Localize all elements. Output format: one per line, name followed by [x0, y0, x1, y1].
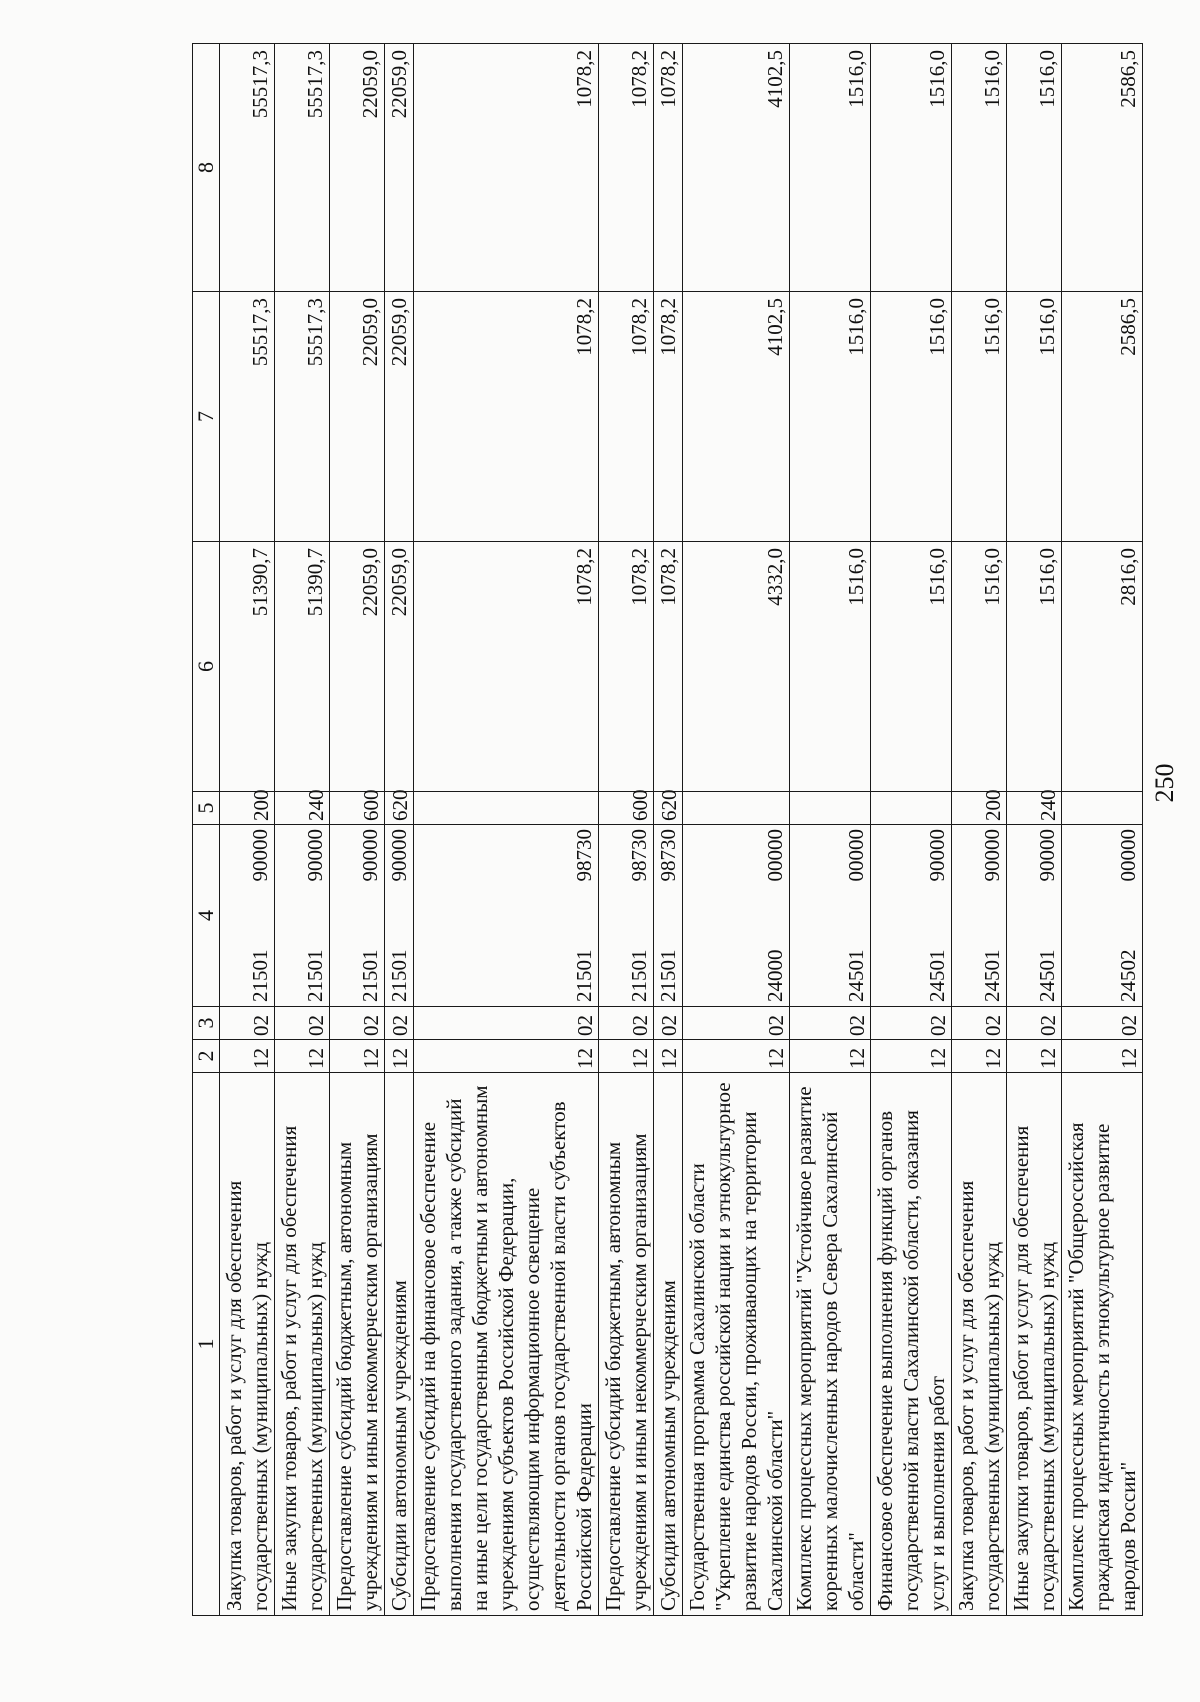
column-header: 8 — [193, 44, 220, 292]
target-article-code — [952, 825, 1007, 1007]
budget-table — [192, 43, 1143, 1616]
amount-col-8: 55517,3 — [275, 44, 330, 292]
column-header: 4 — [193, 825, 220, 1007]
amount-col-6: 51390,7 — [275, 542, 330, 792]
column-header: 1 — [193, 1073, 220, 1616]
amount-col-7: 1516,0 — [790, 292, 871, 542]
section-code: 12 — [654, 1040, 683, 1073]
table-header-row — [193, 44, 220, 1616]
amount-col-6: 1516,0 — [1007, 542, 1062, 792]
target-article-code — [871, 825, 952, 1007]
subsection-code: 02 — [220, 1007, 275, 1040]
amount-col-6: 51390,7 — [220, 542, 275, 792]
table-row — [1007, 44, 1062, 1616]
target-article-code — [1062, 825, 1143, 1007]
program-code: 21501 — [572, 949, 596, 1002]
section-code: 12 — [220, 1040, 275, 1073]
program-code: 24501 — [980, 949, 1004, 1002]
direction-code: 98730 — [656, 829, 680, 882]
column-header: 3 — [193, 1007, 220, 1040]
table-row — [1062, 44, 1143, 1616]
page-number: 250 — [1150, 763, 1179, 803]
direction-code: 98730 — [627, 829, 651, 882]
amount-col-8: 22059,0 — [330, 44, 385, 292]
amount-col-7: 1078,2 — [414, 292, 599, 542]
expense-type-code — [1062, 792, 1143, 825]
subsection-code: 02 — [1062, 1007, 1143, 1040]
amount-col-6: 2816,0 — [1062, 542, 1143, 792]
expense-type-code — [683, 792, 790, 825]
expense-type-code: 200 — [220, 792, 275, 825]
program-code: 24502 — [1116, 949, 1140, 1002]
direction-code: 98730 — [572, 829, 596, 882]
row-description: Комплекс процессных мероприятий "Устойчивое развитие коренных малочисленных народов Севера Сахалинской области" — [790, 1073, 871, 1616]
amount-col-6: 1516,0 — [790, 542, 871, 792]
section-code: 12 — [952, 1040, 1007, 1073]
amount-col-7: 22059,0 — [330, 292, 385, 542]
direction-code: 90000 — [358, 829, 382, 882]
expense-type-code — [790, 792, 871, 825]
expense-type-code: 620 — [385, 792, 414, 825]
direction-code: 90000 — [925, 829, 949, 882]
expense-type-code: 620 — [654, 792, 683, 825]
program-code: 21501 — [248, 949, 272, 1002]
amount-col-6: 1078,2 — [414, 542, 599, 792]
direction-code: 90000 — [1035, 829, 1059, 882]
table-row — [330, 44, 385, 1616]
column-header: 7 — [193, 292, 220, 542]
subsection-code: 02 — [275, 1007, 330, 1040]
section-code: 12 — [385, 1040, 414, 1073]
section-code: 12 — [1062, 1040, 1143, 1073]
amount-col-7: 22059,0 — [385, 292, 414, 542]
subsection-code: 02 — [414, 1007, 599, 1040]
amount-col-6: 22059,0 — [385, 542, 414, 792]
subsection-code: 02 — [330, 1007, 385, 1040]
target-article-code — [1007, 825, 1062, 1007]
target-article-code — [275, 825, 330, 1007]
row-description: Предоставление субсидий бюджетным, автономным учреждениям и иным некоммерческим организациям — [599, 1073, 654, 1616]
direction-code: 90000 — [387, 829, 411, 882]
program-code: 21501 — [358, 949, 382, 1002]
target-article-code — [790, 825, 871, 1007]
row-description: Предоставление субсидий на финансовое обеспечение выполнения государственного задания, а также субсидий на иные цели государственным бюджетным и автономным учреждениям субъектов Российской Федерации, осуществляющим информационное освещение деятельности органов государственной власти субъектов Российской Федерации — [414, 1073, 599, 1616]
table-row — [654, 44, 683, 1616]
amount-col-7: 2586,5 — [1062, 292, 1143, 542]
column-header: 2 — [193, 1040, 220, 1073]
section-code: 12 — [790, 1040, 871, 1073]
amount-col-7: 1078,2 — [599, 292, 654, 542]
program-code: 21501 — [627, 949, 651, 1002]
rotated-sheet — [55, 0, 1200, 1652]
expense-type-code: 200 — [952, 792, 1007, 825]
row-description: Субсидии автономным учреждениям — [385, 1073, 414, 1616]
row-description: Субсидии автономным учреждениям — [654, 1073, 683, 1616]
amount-col-8: 55517,3 — [220, 44, 275, 292]
expense-type-code — [871, 792, 952, 825]
row-description: Государственная программа Сахалинской области "Укрепление единства российской нации и этнокультурное развитие народов России, проживающих на территории Сахалинской области" — [683, 1073, 790, 1616]
program-code: 24501 — [925, 949, 949, 1002]
row-description: Закупка товаров, работ и услуг для обеспечения государственных (муниципальных) нужд — [952, 1073, 1007, 1616]
subsection-code: 02 — [385, 1007, 414, 1040]
amount-col-7: 1516,0 — [1007, 292, 1062, 542]
program-code: 21501 — [656, 949, 680, 1002]
amount-col-8: 1078,2 — [654, 44, 683, 292]
amount-col-7: 1516,0 — [952, 292, 1007, 542]
table-row — [275, 44, 330, 1616]
section-code: 12 — [683, 1040, 790, 1073]
program-code: 24000 — [763, 949, 787, 1002]
amount-col-8: 1516,0 — [1007, 44, 1062, 292]
subsection-code: 02 — [952, 1007, 1007, 1040]
section-code: 12 — [871, 1040, 952, 1073]
subsection-code: 02 — [1007, 1007, 1062, 1040]
expense-type-code: 240 — [1007, 792, 1062, 825]
direction-code: 90000 — [303, 829, 327, 882]
amount-col-6: 1078,2 — [599, 542, 654, 792]
row-description: Закупка товаров, работ и услуг для обеспечения государственных (муниципальных) нужд — [220, 1073, 275, 1616]
target-article-code — [330, 825, 385, 1007]
column-header: 6 — [193, 542, 220, 792]
target-article-code — [220, 825, 275, 1007]
amount-col-8: 4102,5 — [683, 44, 790, 292]
amount-col-7: 55517,3 — [275, 292, 330, 542]
amount-col-8: 1078,2 — [599, 44, 654, 292]
expense-type-code: 600 — [599, 792, 654, 825]
table-row — [599, 44, 654, 1616]
target-article-code — [654, 825, 683, 1007]
table-row — [220, 44, 275, 1616]
program-code: 21501 — [387, 949, 411, 1002]
table-row — [385, 44, 414, 1616]
target-article-code — [385, 825, 414, 1007]
amount-col-8: 1078,2 — [414, 44, 599, 292]
section-code: 12 — [414, 1040, 599, 1073]
subsection-code: 02 — [790, 1007, 871, 1040]
row-description: Иные закупки товаров, работ и услуг для обеспечения государственных (муниципальных) нужд — [1007, 1073, 1062, 1616]
expense-type-code — [414, 792, 599, 825]
program-code: 21501 — [303, 949, 327, 1002]
table-row — [952, 44, 1007, 1616]
row-description: Иные закупки товаров, работ и услуг для обеспечения государственных (муниципальных) нужд — [275, 1073, 330, 1616]
amount-col-8: 1516,0 — [952, 44, 1007, 292]
subsection-code: 02 — [871, 1007, 952, 1040]
expense-type-code: 240 — [275, 792, 330, 825]
row-description: Предоставление субсидий бюджетным, автономным учреждениям и иным некоммерческим организациям — [330, 1073, 385, 1616]
amount-col-8: 1516,0 — [871, 44, 952, 292]
row-description: Комплекс процессных мероприятий "Общероссийская гражданская идентичность и этнокультурное развитие народов России" — [1062, 1073, 1143, 1616]
amount-col-6: 1516,0 — [871, 542, 952, 792]
program-code: 24501 — [844, 949, 868, 1002]
amount-col-8: 1516,0 — [790, 44, 871, 292]
subsection-code: 02 — [599, 1007, 654, 1040]
amount-col-6: 22059,0 — [330, 542, 385, 792]
direction-code: 00000 — [763, 829, 787, 882]
amount-col-6: 1078,2 — [654, 542, 683, 792]
subsection-code: 02 — [683, 1007, 790, 1040]
target-article-code — [414, 825, 599, 1007]
direction-code: 90000 — [248, 829, 272, 882]
amount-col-6: 1516,0 — [952, 542, 1007, 792]
table-row — [871, 44, 952, 1616]
row-description: Финансовое обеспечение выполнения функций органов государственной власти Сахалинской области, оказания услуг и выполнения работ — [871, 1073, 952, 1616]
direction-code: 00000 — [844, 829, 868, 882]
amount-col-8: 2586,5 — [1062, 44, 1143, 292]
amount-col-7: 55517,3 — [220, 292, 275, 542]
direction-code: 00000 — [1116, 829, 1140, 882]
target-article-code — [683, 825, 790, 1007]
amount-col-6: 4332,0 — [683, 542, 790, 792]
section-code: 12 — [599, 1040, 654, 1073]
target-article-code — [599, 825, 654, 1007]
amount-col-7: 1078,2 — [654, 292, 683, 542]
program-code: 24501 — [1035, 949, 1059, 1002]
expense-type-code: 600 — [330, 792, 385, 825]
section-code: 12 — [275, 1040, 330, 1073]
amount-col-8: 22059,0 — [385, 44, 414, 292]
table-row — [683, 44, 790, 1616]
section-code: 12 — [1007, 1040, 1062, 1073]
amount-col-7: 1516,0 — [871, 292, 952, 542]
column-header: 5 — [193, 792, 220, 825]
direction-code: 90000 — [980, 829, 1004, 882]
amount-col-7: 4102,5 — [683, 292, 790, 542]
table-row — [790, 44, 871, 1616]
section-code: 12 — [330, 1040, 385, 1073]
subsection-code: 02 — [654, 1007, 683, 1040]
table-row — [414, 44, 599, 1616]
